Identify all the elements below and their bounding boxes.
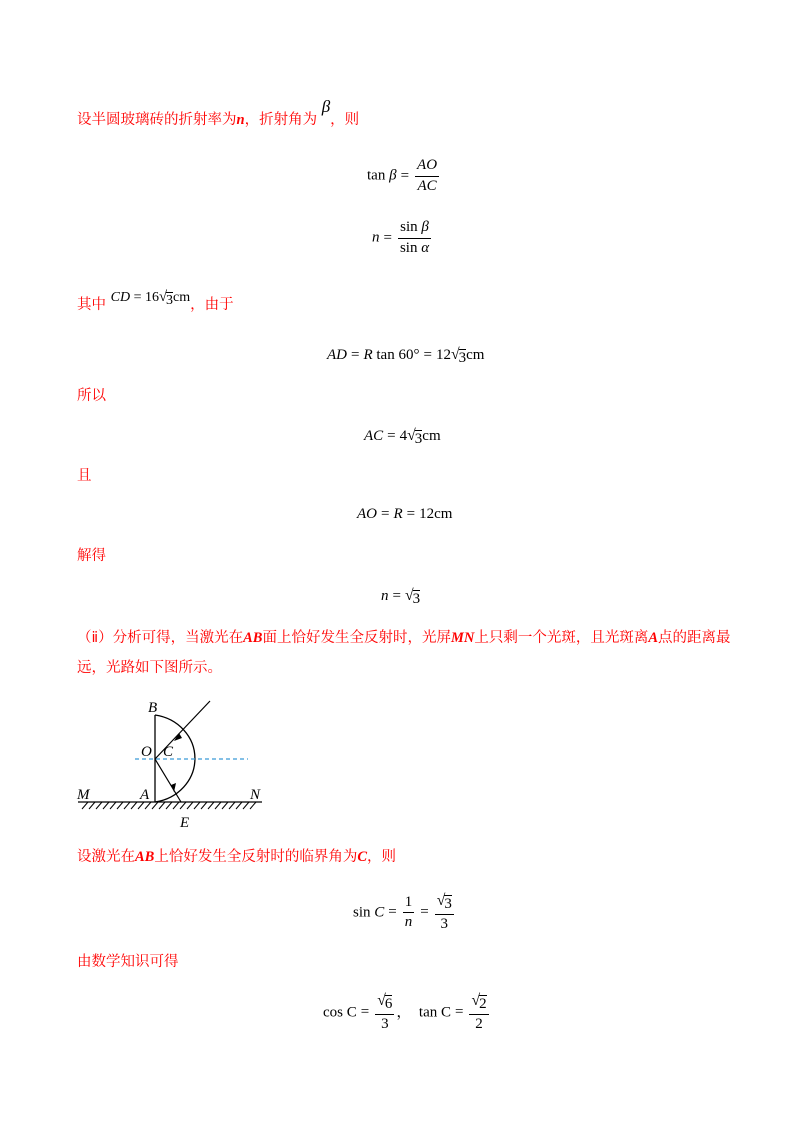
equation-ao: AO = R = 12cm — [357, 506, 453, 522]
optics-diagram — [70, 695, 270, 835]
equation-ac: AC = 4 √ 3 cm — [364, 427, 441, 447]
paragraph-where: 其中 CD = 16 √ 3 cm，由于 — [77, 289, 234, 313]
paragraph-and: 且 — [77, 468, 92, 484]
paragraph-part-ii: （ⅱ）分析可得，当激光在AB面上恰好发生全反射时，光屏MN上只剩一个光斑，且光斑离A点的距离最远，光路如下图所示。 — [77, 630, 731, 676]
equation-ad: AD = R tan 60° = 12 √ 3 cm — [327, 346, 485, 366]
fraction: $\frac{AO}{AC}$ — [417, 157, 438, 194]
cd-expression: CD = 16 √ 3 cm — [110, 289, 191, 308]
equation-refractive-index: n = $\frac{\text{sin β}}{\text{sin α}}$ — [372, 219, 430, 256]
label-b: B — [148, 700, 158, 716]
equation-n-result: n = √ 3 — [381, 587, 421, 607]
ground-hatching — [82, 802, 256, 809]
paragraph-refractive-index: 设半圆玻璃砖的折射率为n，折射角为 β，则 — [77, 97, 360, 128]
label-c: C — [163, 744, 174, 760]
fraction: $\frac{\text{sin β}}{\text{sin α}}$ — [399, 219, 430, 256]
fraction: √ 2 2 — [471, 992, 487, 1032]
fraction: √ 3 3 — [436, 892, 452, 932]
equation-cos-tan-c: cos C = √ 6 3 ， tan C = √ 2 2 — [323, 992, 487, 1032]
reflected-ray — [155, 759, 181, 802]
beta-symbol: β — [321, 97, 331, 116]
paragraph-math-knowledge: 由数学知识可得 — [77, 954, 179, 970]
fraction: $\frac{1}{n}$ — [404, 893, 413, 931]
paragraph-solve: 解得 — [77, 548, 106, 564]
label-m: M — [77, 787, 90, 803]
equation-sin-c: sin C = $\frac{1}{n}$ = √ 3 3 — [353, 892, 452, 932]
label-e: E — [180, 815, 190, 831]
glass-arc — [155, 715, 195, 802]
paragraph-critical-angle: 设激光在AB上恰好发生全反射时的临界角为C，则 — [77, 849, 397, 865]
label-a: A — [140, 787, 150, 803]
equation-tan-beta: tan β = $\frac{AO}{AC}$ — [367, 157, 438, 194]
label-o: O — [141, 744, 152, 760]
paragraph-therefore: 所以 — [77, 388, 106, 404]
label-n: N — [250, 787, 261, 803]
fraction: √ 6 3 — [377, 992, 393, 1032]
